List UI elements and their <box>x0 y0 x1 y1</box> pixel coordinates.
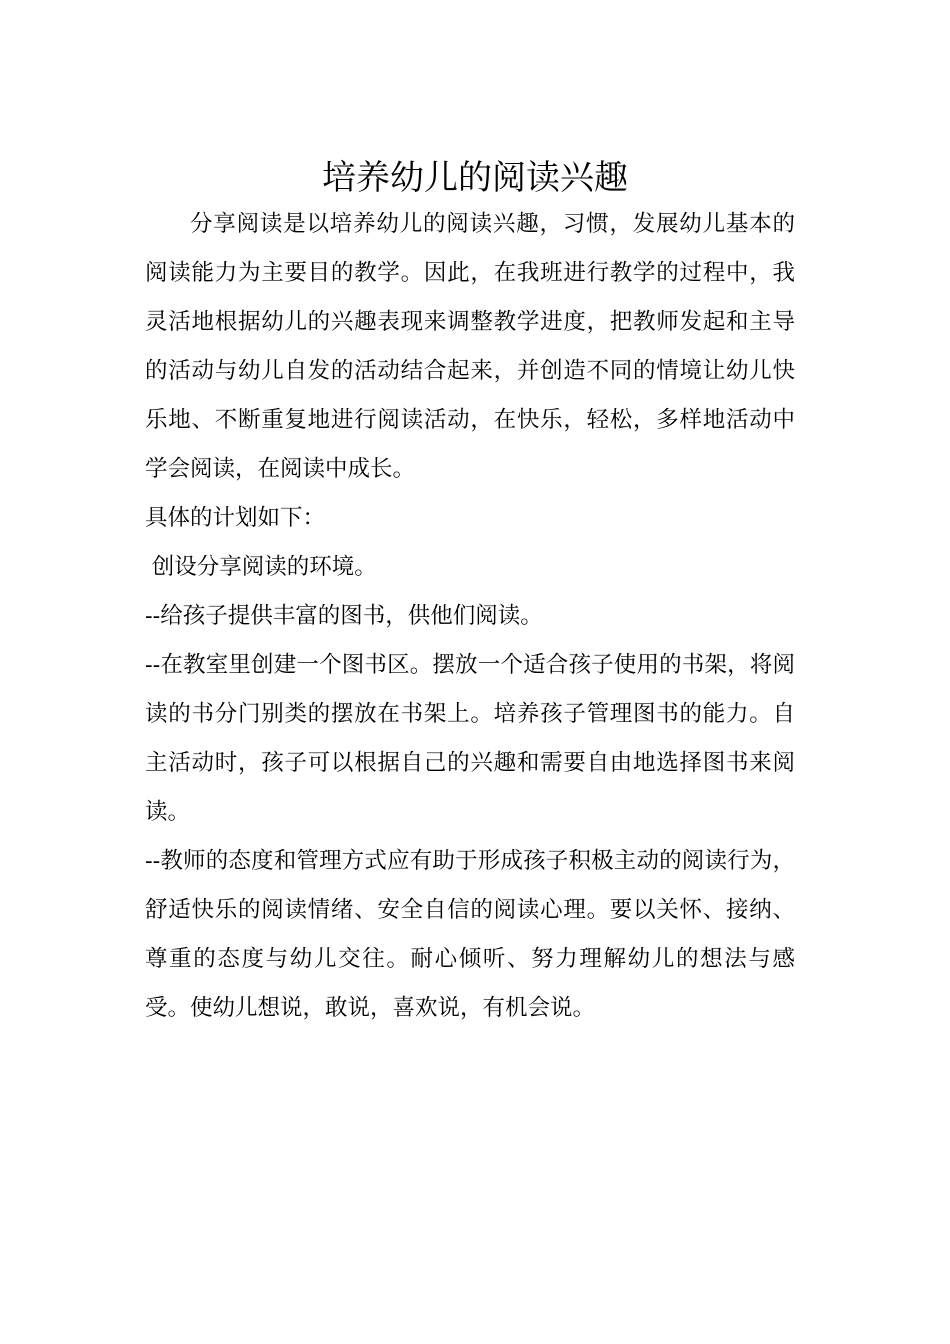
plan-item-books: --给孩子提供丰富的图书，供他们阅读。 <box>145 603 543 629</box>
document-title: 培养幼儿的阅读兴趣 <box>322 158 628 198</box>
plan-item-environment: 创设分享阅读的环境。 <box>151 554 377 580</box>
plan-item-library-corner: --在教室里创建一个图书区。摆放一个适合孩子使用的书架，将阅读的书分门别类的摆放在书架上。培养孩子管理图书的能力。自主活动时，孩子可以根据自己的兴趣和需要自由地选择图书来阅读。 <box>145 652 795 825</box>
plan-item-teacher-attitude: --教师的态度和管理方式应有助于形成孩子积极主动的阅读行为，舒适快乐的阅读情绪、安全自信的阅读心理。要以关怀、接纳、尊重的态度与幼儿交往。耐心倾听、努力理解幼儿的想法与感受。使幼儿想说，敢说，喜欢说，有机会说。 <box>145 848 795 1021</box>
plan-heading: 具体的计划如下： <box>145 505 326 531</box>
intro-paragraph: 分享阅读是以培养幼儿的阅读兴趣，习惯，发展幼儿基本的阅读能力为主要目的教学。因此，在我班进行教学的过程中，我灵活地根据幼儿的兴趣表现来调整教学进度，把教师发起和主导的活动与幼儿自发的活动结合起来，并创造不同的情境让幼儿快乐地、不断重复地进行阅读活动，在快乐，轻松，多样地活动中学会阅读，在阅读中成长。 <box>145 211 795 482</box>
document-body <box>145 200 795 1033</box>
